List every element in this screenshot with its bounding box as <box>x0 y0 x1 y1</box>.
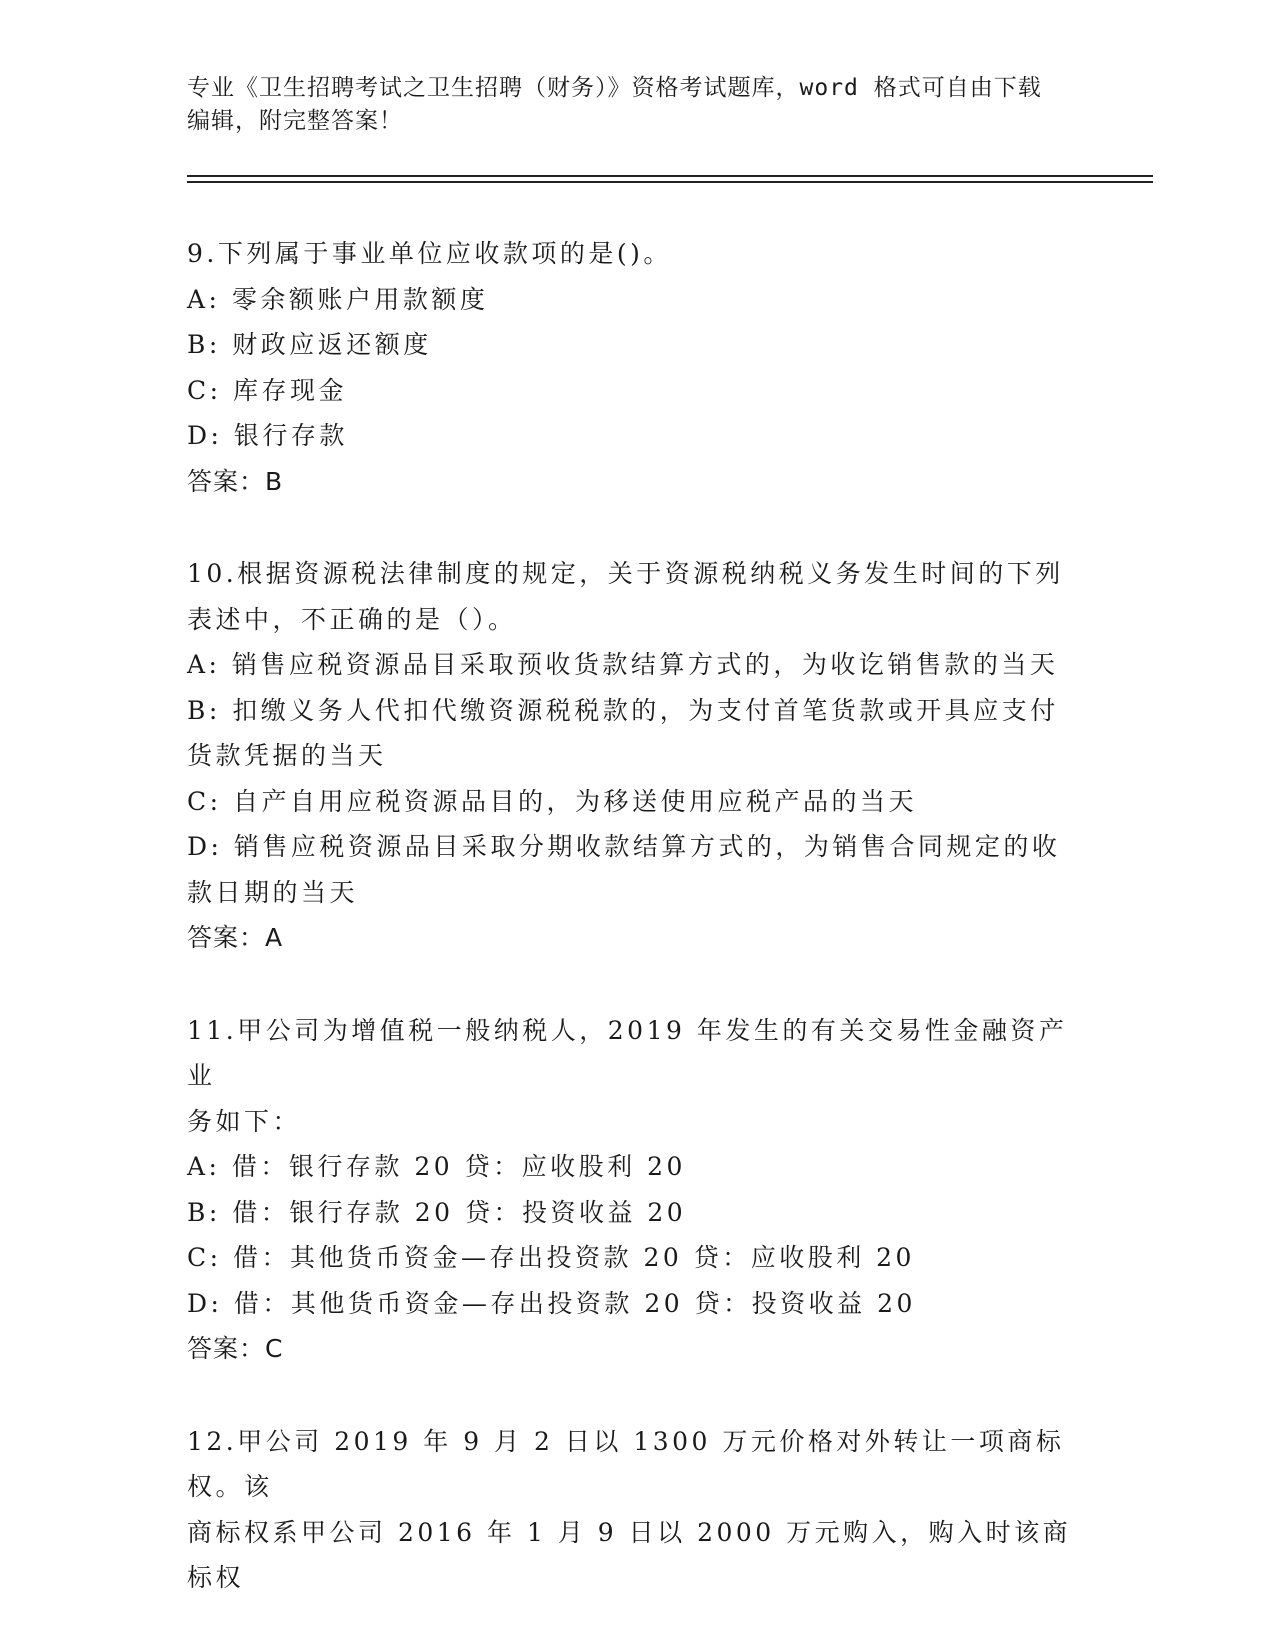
header-line-2: 编辑，附完整答案！ <box>187 108 403 134</box>
option-line: A: 借：银行存款 20 贷：应收股利 20 <box>187 1152 686 1181</box>
question-block <box>187 551 1087 961</box>
option-line: B: 借：银行存款 20 贷：投资收益 20 <box>187 1197 687 1227</box>
option-line: C: 自产自用应税资源品目的，为移送使用应税产品的当天 <box>187 786 918 816</box>
question-stem-line: 10.根据资源税法律制度的规定，关于资源税纳税义务发生时间的下列 <box>187 559 1064 588</box>
option-line: 款日期的当天 <box>187 877 359 907</box>
question-block <box>187 231 1087 504</box>
question-stem-line: 务如下： <box>187 1106 302 1136</box>
question-block <box>187 1008 1087 1372</box>
option-line: A: 零余额账户用款额度 <box>187 284 489 314</box>
question-stem-line: 12.甲公司 2019 年 9 月 2 日以 1300 万元价格对外转让一项商标权。该 <box>187 1426 1065 1501</box>
option-line: D: 借：其他货币资金—存出投资款 20 贷：投资收益 20 <box>187 1288 916 1318</box>
option-line: C: 借：其他货币资金—存出投资款 20 贷：应收股利 20 <box>187 1243 915 1272</box>
header-divider-bottom <box>187 181 1153 183</box>
question-stem-line: 11.甲公司为增值税一般纳税人，2019 年发生的有关交易性金融资产业 <box>187 1015 1068 1090</box>
option-line: 货款凭据的当天 <box>187 741 387 770</box>
option-line: D: 银行存款 <box>187 421 348 450</box>
header-divider-top <box>187 175 1153 177</box>
question-stem-line: 9.下列属于事业单位应收款项的是()。 <box>187 239 672 268</box>
question-list <box>187 231 1087 1648</box>
option-line: D: 销售应税资源品目采取分期收款结算方式的，为销售合同规定的收 <box>187 832 1061 861</box>
option-line: A: 销售应税资源品目采取预收货款结算方式的，为收讫销售款的当天 <box>187 650 1059 679</box>
question-stem-line: 商标权系甲公司 2016 年 1 月 9 日以 2000 万元购入，购入时该商标权 <box>187 1517 1072 1592</box>
answer-line: 答案：C <box>187 1334 284 1363</box>
option-line: C: 库存现金 <box>187 375 347 405</box>
answer-line: 答案：A <box>187 923 284 952</box>
answer-line: 答案：B <box>187 466 284 496</box>
document-header <box>187 72 1087 138</box>
header-line-1: 专业《卫生招聘考试之卫生招聘（财务）》资格考试题库，word 格式可自由下载 <box>187 75 1042 101</box>
option-line: B: 扣缴义务人代扣代缴资源税税款的，为支付首笔货款或开具应支付 <box>187 695 1059 725</box>
question-stem-line: 表述中，不正确的是（）。 <box>187 604 517 634</box>
question-block <box>187 1419 1087 1601</box>
option-line: B: 财政应返还额度 <box>187 330 432 359</box>
